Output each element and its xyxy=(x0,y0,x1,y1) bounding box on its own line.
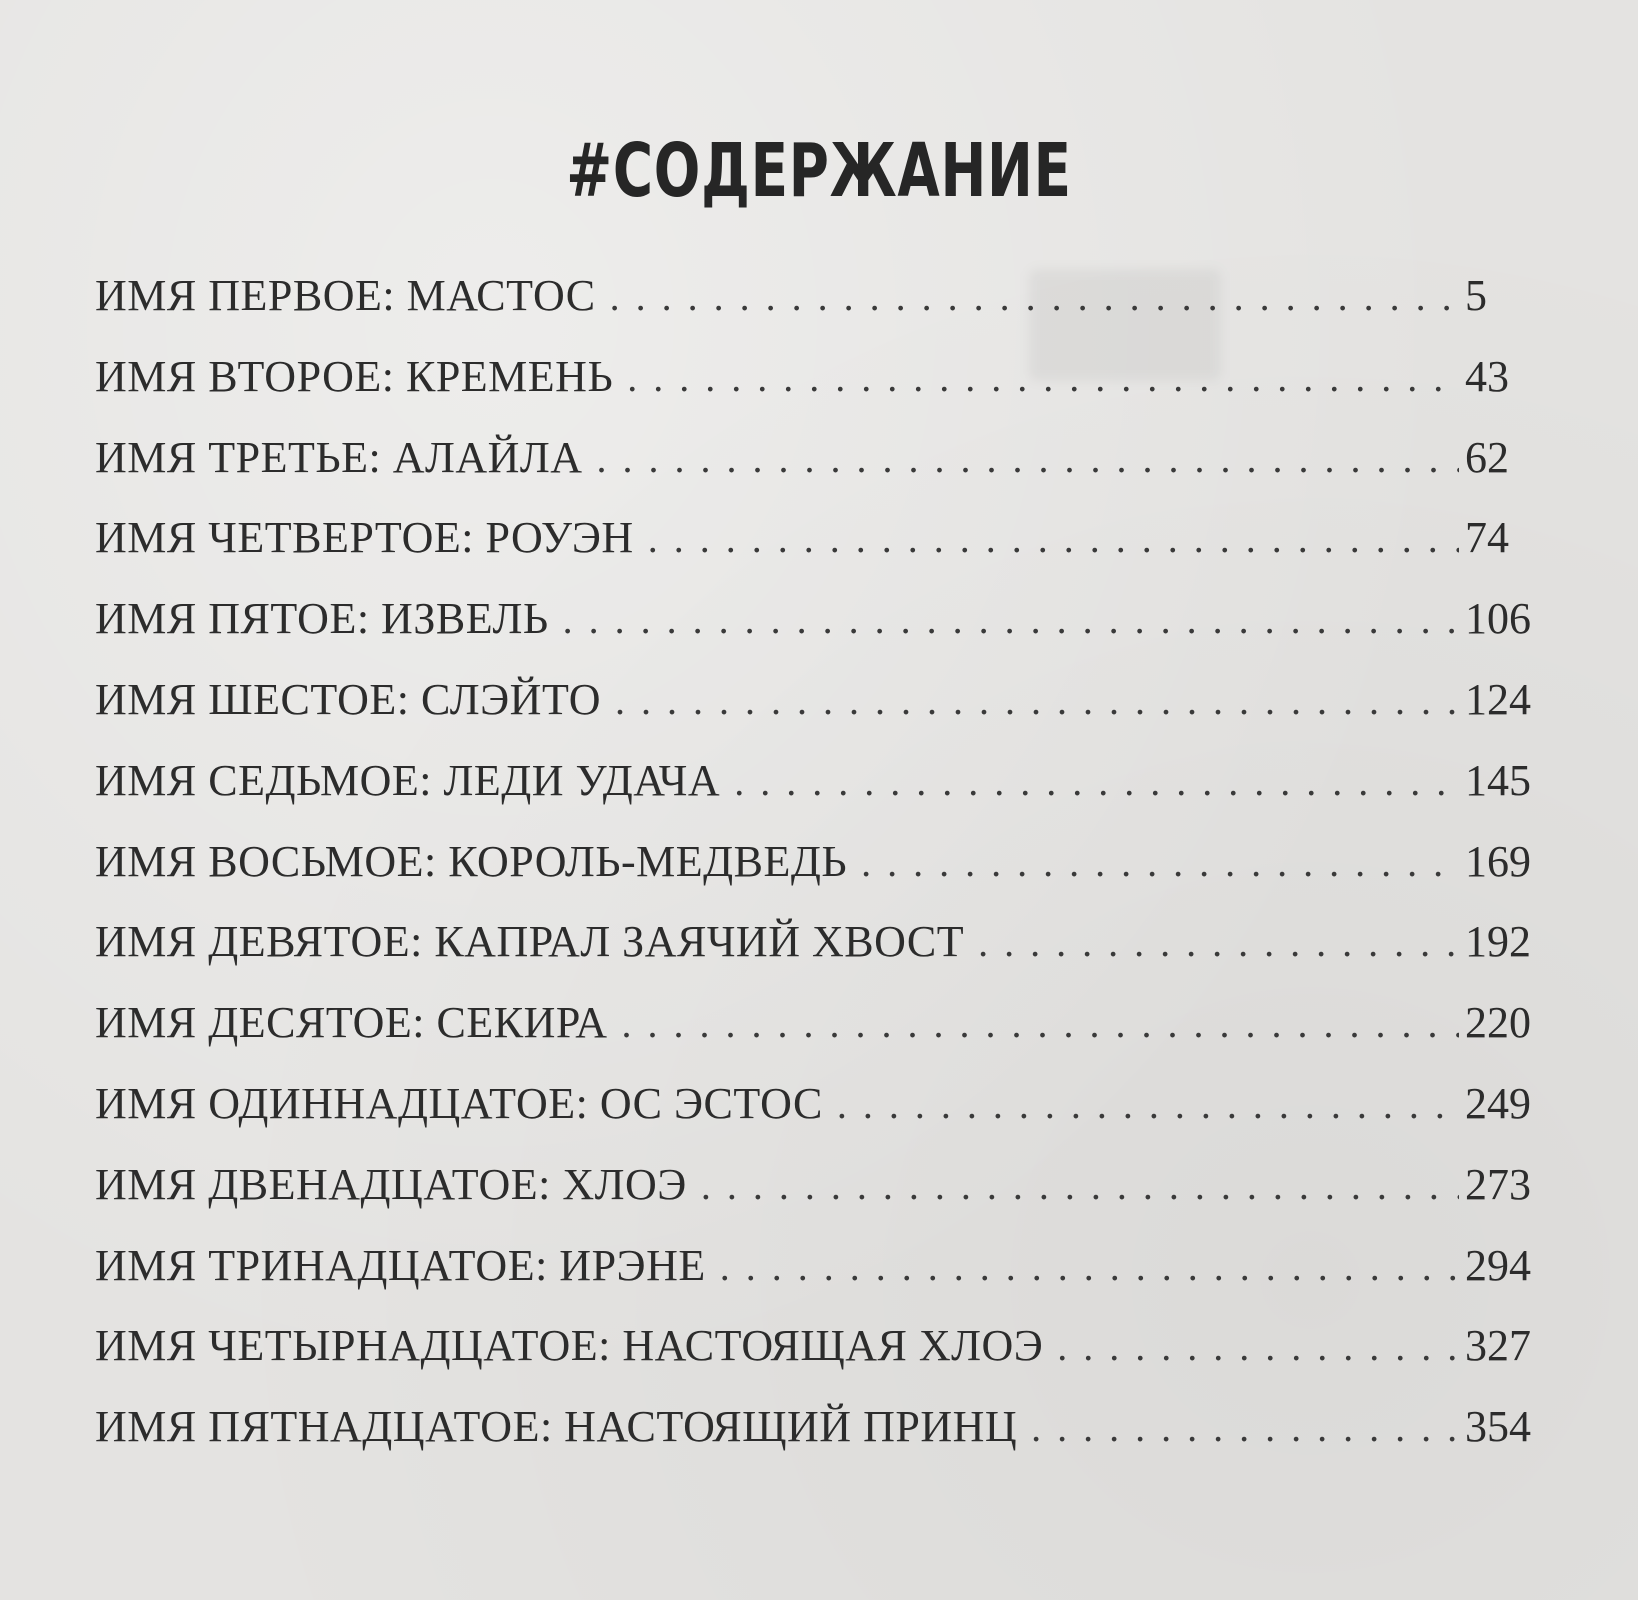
toc-entry xyxy=(95,593,1535,674)
toc-entry-page: 43 xyxy=(1465,351,1509,401)
toc-entry-page: 327 xyxy=(1465,1321,1531,1371)
toc-entry-title: ИМЯ ДЕСЯТОЕ: СЕКИРА xyxy=(95,998,608,1048)
toc-entry xyxy=(95,512,1535,593)
toc-entry xyxy=(95,1401,1535,1482)
toc-entry xyxy=(95,997,1535,1078)
toc-entry xyxy=(95,836,1535,917)
toc-entry-title: ИМЯ ШЕСТОЕ: СЛЭЙТО xyxy=(95,674,602,724)
toc-entry-page: 62 xyxy=(1465,432,1509,482)
dot-leader xyxy=(597,435,1460,482)
toc-entry xyxy=(95,1320,1535,1401)
toc-entry-page: 354 xyxy=(1465,1402,1531,1452)
toc-entry-page: 192 xyxy=(1465,917,1531,967)
toc-entry-page: 294 xyxy=(1465,1240,1531,1290)
toc-entry-page: 220 xyxy=(1465,998,1531,1048)
toc-entry-page: 5 xyxy=(1465,271,1487,320)
toc-entry-title: ИМЯ ПЯТОЕ: ИЗВЕЛЬ xyxy=(95,594,549,644)
toc-entry-title: ИМЯ ПЯТНАДЦАТОЕ: НАСТОЯЩИЙ ПРИНЦ xyxy=(95,1402,1018,1452)
toc-entry-title: ИМЯ ЧЕТВЕРТОЕ: РОУЭН xyxy=(95,513,634,563)
toc-entry xyxy=(95,351,1535,432)
toc-entry-title: ИМЯ СЕДЬМОЕ: ЛЕДИ УДАЧА xyxy=(95,755,721,805)
dot-leader xyxy=(701,1162,1459,1209)
table-of-contents xyxy=(95,270,1535,1482)
toc-entry-title: ИМЯ ТРИНАДЦАТОЕ: ИРЭНЕ xyxy=(95,1240,706,1290)
dot-leader xyxy=(734,758,1459,805)
dot-leader xyxy=(610,273,1459,320)
toc-entry-page: 106 xyxy=(1465,594,1531,644)
toc-entry-title: ИМЯ ДВЕНАДЦАТОЕ: ХЛОЭ xyxy=(95,1159,687,1209)
toc-entry xyxy=(95,916,1535,997)
toc-entry xyxy=(95,1078,1535,1159)
toc-entry-title: ИМЯ ВОСЬМОЕ: КОРОЛЬ-МЕДВЕДЬ xyxy=(95,836,848,886)
dot-leader xyxy=(1057,1323,1459,1370)
dot-leader xyxy=(1031,1404,1459,1451)
page-title: #СОДЕРЖАНИЕ xyxy=(566,128,1072,214)
dot-leader xyxy=(861,839,1459,886)
toc-entry-title: ИМЯ ДЕВЯТОЕ: КАПРАЛ ЗАЯЧИЙ ХВОСТ xyxy=(95,917,965,967)
dot-leader xyxy=(720,1243,1459,1290)
toc-entry xyxy=(95,755,1535,836)
toc-entry-page: 273 xyxy=(1465,1159,1531,1209)
dot-leader xyxy=(615,677,1459,724)
toc-entry-title: ИМЯ ОДИННАДЦАТОЕ: ОС ЭСТОС xyxy=(95,1078,823,1128)
toc-entry xyxy=(95,674,1535,755)
toc-entry-page: 169 xyxy=(1465,836,1531,886)
toc-entry-title: ИМЯ ВТОРОЕ: КРЕМЕНЬ xyxy=(95,351,614,401)
dot-leader xyxy=(563,596,1459,643)
toc-entry-page: 145 xyxy=(1465,755,1531,805)
toc-entry xyxy=(95,1240,1535,1321)
dot-leader xyxy=(837,1081,1459,1128)
dot-leader xyxy=(621,1000,1459,1047)
toc-entry-title: ИМЯ ЧЕТЫРНАДЦАТОЕ: НАСТОЯЩАЯ ХЛОЭ xyxy=(95,1321,1044,1371)
toc-entry-title: ИМЯ ТРЕТЬЕ: АЛАЙЛА xyxy=(95,432,583,482)
dot-leader xyxy=(648,515,1459,562)
toc-entry xyxy=(95,1159,1535,1240)
toc-entry-title: ИМЯ ПЕРВОЕ: МАСТОС xyxy=(95,271,596,320)
toc-entry-page: 249 xyxy=(1465,1078,1531,1128)
toc-entry xyxy=(95,432,1535,513)
toc-entry xyxy=(95,270,1535,351)
dot-leader xyxy=(627,354,1459,401)
toc-entry-page: 74 xyxy=(1465,513,1509,563)
toc-entry-page: 124 xyxy=(1465,674,1531,724)
dot-leader xyxy=(978,919,1459,966)
